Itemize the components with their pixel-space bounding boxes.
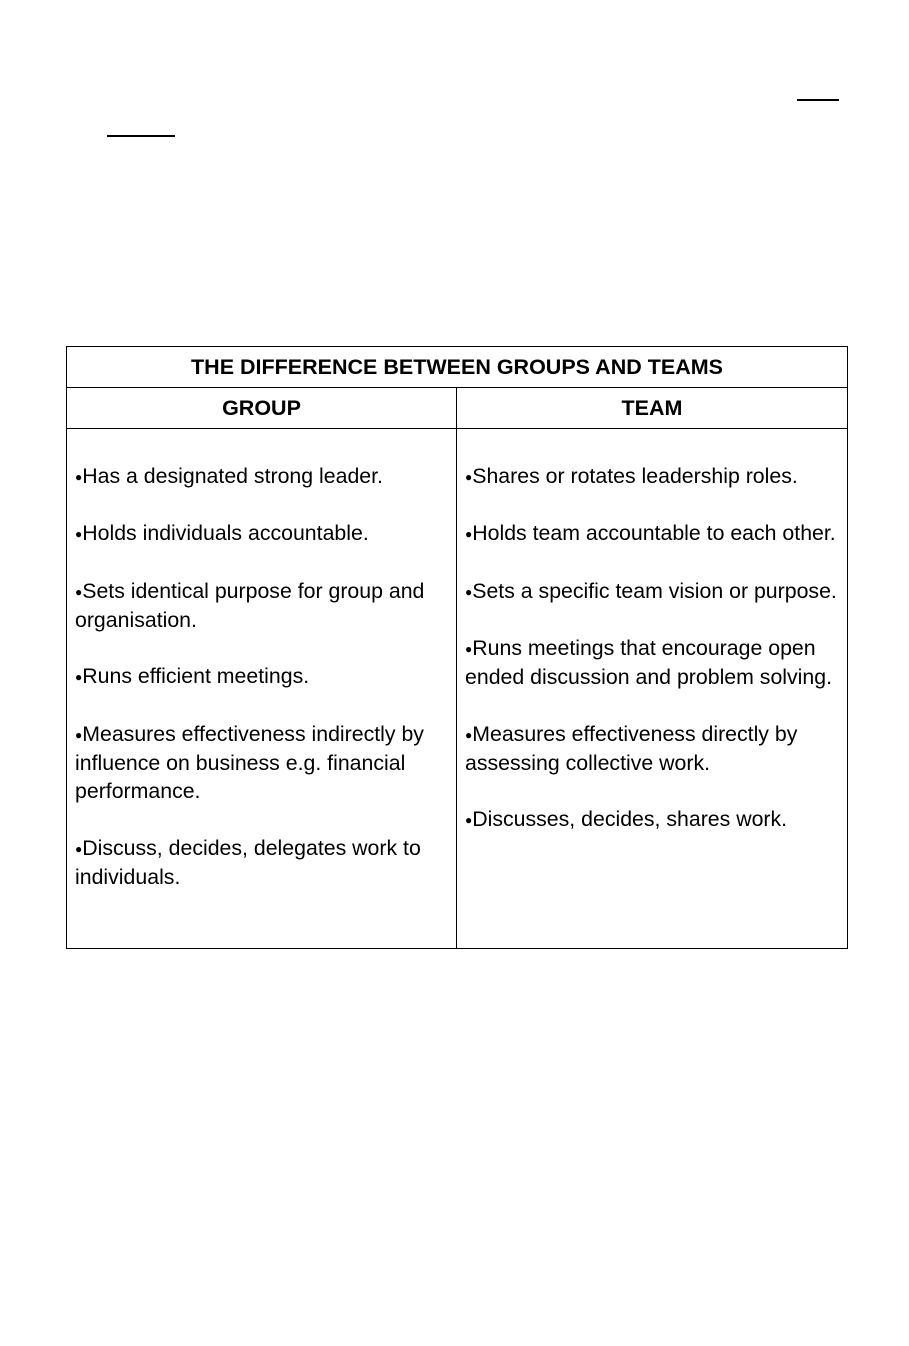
team-item-text: Holds team accountable to each other.	[472, 521, 836, 546]
column-header-team: TEAM	[457, 388, 848, 429]
list-item	[75, 519, 448, 548]
list-item	[75, 662, 448, 691]
team-item-text: Sets a specific team vision or purpose.	[472, 578, 837, 603]
bullet-icon: ●	[465, 642, 473, 657]
bullet-icon: ●	[465, 527, 473, 542]
bullet-icon: ●	[75, 670, 83, 685]
group-item-text: Measures effectiveness indirectly by influence on business e.g. financial performance.	[75, 721, 424, 804]
team-item-text: Shares or rotates leadership roles.	[472, 464, 798, 488]
list-item	[465, 634, 839, 691]
bullet-icon: ●	[75, 470, 83, 484]
list-item	[465, 462, 839, 491]
body-row	[67, 429, 848, 949]
list-item	[75, 462, 448, 491]
team-item-text: Measures effectiveness directly by assessing collective work.	[465, 721, 798, 775]
table-title: THE DIFFERENCE BETWEEN GROUPS AND TEAMS	[67, 347, 848, 388]
list-item	[75, 577, 448, 634]
list-item	[465, 577, 839, 606]
group-item-text: Sets identical purpose for group and organisation.	[75, 578, 425, 632]
group-column	[67, 429, 457, 949]
list-item	[465, 720, 839, 777]
groups-vs-teams-table	[66, 346, 848, 949]
column-header-group: GROUP	[67, 388, 457, 429]
group-item-text: Discuss, decides, delegates work to individuals.	[75, 835, 421, 889]
title-row	[67, 347, 848, 388]
group-item-text: Holds individuals accountable.	[82, 521, 369, 546]
bullet-icon: ●	[465, 813, 473, 828]
team-item-text: Discusses, decides, shares work.	[472, 807, 788, 832]
bullet-icon: ●	[465, 727, 473, 742]
bullet-icon: ●	[75, 527, 83, 542]
group-item-text: Runs efficient meetings.	[82, 664, 310, 689]
list-item	[465, 805, 839, 834]
list-item	[75, 720, 448, 806]
bullet-icon: ●	[75, 841, 83, 856]
team-item-text: Runs meetings that encourage open ended discussion and problem solving.	[465, 636, 833, 690]
underline-rule-top-left	[107, 135, 175, 137]
list-item	[75, 834, 448, 891]
bullet-icon: ●	[75, 727, 83, 742]
bullet-icon: ●	[465, 584, 473, 599]
underline-rule-top-right	[797, 99, 839, 101]
list-item	[465, 519, 839, 548]
group-item-text: Has a designated strong leader.	[82, 464, 383, 488]
bullet-icon: ●	[75, 584, 83, 599]
team-column	[457, 429, 848, 949]
header-row	[67, 388, 848, 429]
bullet-icon: ●	[465, 470, 473, 484]
